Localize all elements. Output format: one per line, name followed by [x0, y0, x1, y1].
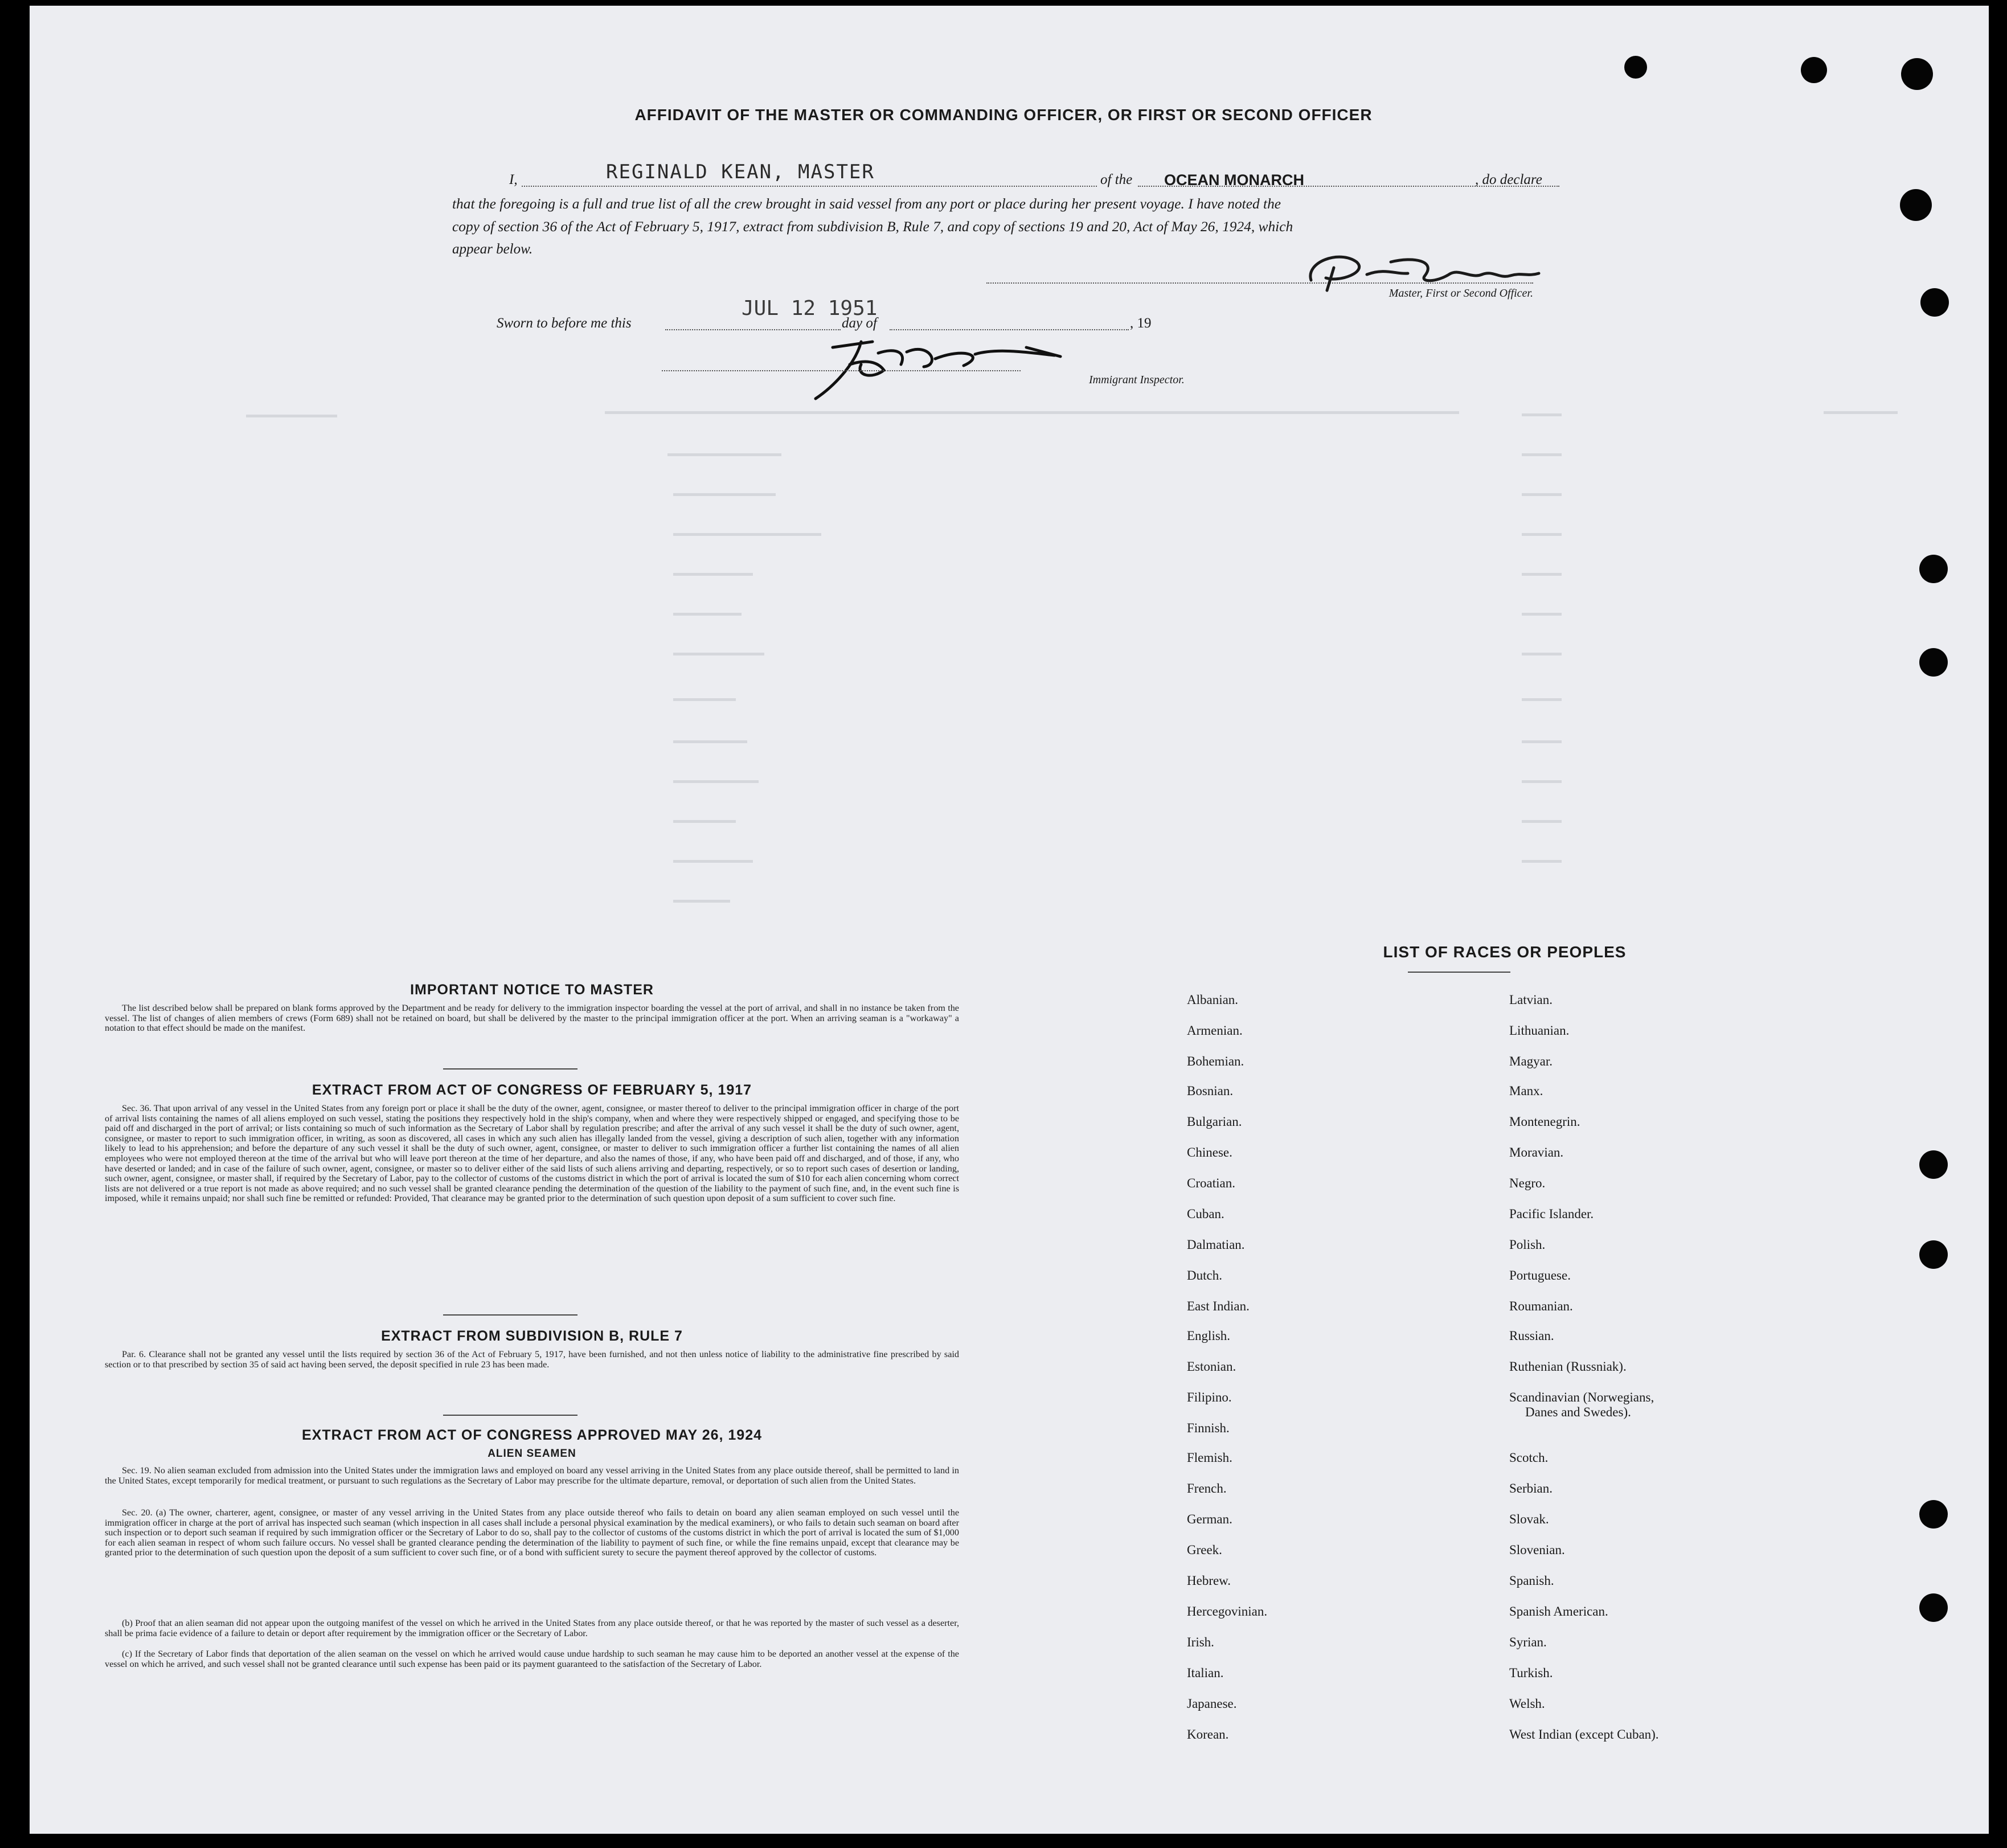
extract-rule7-title: EXTRACT FROM SUBDIVISION B, RULE 7	[381, 1328, 683, 1344]
year-label: , 19	[1130, 315, 1152, 331]
race-item: Spanish American.	[1509, 1604, 1608, 1618]
race-item: Welsh.	[1509, 1697, 1545, 1711]
race-item: Italian.	[1187, 1666, 1224, 1680]
race-item: Dalmatian.	[1187, 1238, 1245, 1252]
extract-1924-title: EXTRACT FROM ACT OF CONGRESS APPROVED MAY 26, 1924	[301, 1427, 763, 1443]
race-item: Syrian.	[1509, 1635, 1547, 1649]
race-item: Bosnian.	[1187, 1084, 1234, 1098]
punch-hole	[1919, 1593, 1948, 1622]
divider	[1408, 972, 1510, 973]
race-item: Magyar.	[1509, 1054, 1553, 1068]
punch-hole	[1919, 555, 1948, 583]
race-item: Flemish.	[1187, 1450, 1232, 1465]
race-item: Slovenian.	[1509, 1543, 1565, 1557]
race-item: Greek.	[1187, 1543, 1222, 1557]
divider	[443, 1068, 577, 1070]
race-item: Irish.	[1187, 1635, 1214, 1649]
race-item: Finnish.	[1187, 1421, 1230, 1435]
extract-1924-sec20c: (c) If the Secretary of Labor finds that deportation of the alien seaman on the vessel on which he arrived would cause undue hardship to such seaman he may cause him to be deported an another vessel at the expense of the vessel on which he arrived, and such vessel shall not be granted clearance until such expense has been paid or its payment guaranteed to the satisfaction of the Secretary of Labor.	[105, 1649, 959, 1669]
race-item: Portuguese.	[1509, 1268, 1571, 1282]
divider	[443, 1415, 577, 1416]
affidavit-declaration-line4: appear below.	[452, 241, 533, 257]
race-item: Filipino.	[1187, 1390, 1232, 1404]
race-item: East Indian.	[1187, 1299, 1250, 1313]
affidavit-declaration-line3: copy of section 36 of the Act of February 5, 1917, extract from subdivision B, Rule 7, and copy of sections 19 and 20, Act of May 26, 1924, which	[452, 219, 1293, 235]
race-item: Estonian.	[1187, 1359, 1236, 1374]
of-the-label: of the	[1100, 172, 1133, 187]
affidavit-declaration-line2: that the foregoing is a full and true list of all the crew brought in said vessel from any port or place during her present voyage. I have noted the	[452, 196, 1281, 212]
race-item: Montenegrin.	[1509, 1114, 1580, 1129]
divider	[443, 1314, 577, 1316]
punch-hole	[1919, 1150, 1948, 1179]
race-item: Roumanian.	[1509, 1299, 1573, 1313]
master-caption: Master, First or Second Officer.	[1388, 287, 1533, 300]
officer-name: REGINALD KEAN, MASTER	[606, 161, 875, 183]
extract-1924-sec20b: (b) Proof that an alien seaman did not appear upon the outgoing manifest of the vessel on which he arrived in the United States from any place outside thereof, or that he was reported by the master of such vessel as a deserter, shall be prima facie evidence of a failure to detain or deport after requirement by the immigration officer or the Secretary of Labor.	[105, 1618, 959, 1638]
race-item: Hebrew.	[1187, 1574, 1231, 1588]
vessel-name: OCEAN MONARCH	[1164, 171, 1304, 189]
race-item: Spanish.	[1509, 1574, 1554, 1588]
affidavit-title: AFFIDAVIT OF THE MASTER OR COMMANDING OFFICER, OR FIRST OR SECOND OFFICER	[634, 106, 1373, 124]
punch-hole	[1901, 58, 1933, 90]
document-page	[30, 6, 1989, 1834]
race-item: Bohemian.	[1187, 1054, 1244, 1068]
i-label: I,	[509, 172, 518, 187]
race-item: Lithuanian.	[1509, 1023, 1570, 1038]
notice-title: IMPORTANT NOTICE TO MASTER	[410, 982, 654, 998]
race-item: Manx.	[1509, 1084, 1543, 1098]
race-item: English.	[1187, 1329, 1231, 1343]
race-item: Albanian.	[1187, 993, 1239, 1007]
race-item: German.	[1187, 1512, 1232, 1526]
sworn-date-stamp: JUL 12 1951	[742, 297, 878, 320]
race-item: Slovak.	[1509, 1512, 1549, 1526]
sworn-label: Sworn to before me this	[497, 315, 632, 331]
day-of-label: day of	[842, 315, 877, 331]
inspector-signature-line	[662, 370, 1021, 371]
race-item: Polish.	[1509, 1238, 1546, 1252]
punch-hole	[1919, 1500, 1948, 1529]
race-item: West Indian (except Cuban).	[1509, 1727, 1659, 1742]
extract-1924-sec19: Sec. 19. No alien seaman excluded from admission into the United States under the immigration laws and employed on board any vessel arriving in the United States from any place outside thereof, shall be permitted to land in the United States, except temporarily for medical treatment, or pursuant to such regulations as the Secretary of Labor may prescribe for the ultimate departure, removal, or deportation of such alien from the United States.	[105, 1465, 959, 1486]
race-item: Danes and Swedes).	[1525, 1405, 1631, 1419]
inspector-caption: Immigrant Inspector.	[1089, 374, 1185, 386]
extract-1917-title: EXTRACT FROM ACT OF CONGRESS OF FEBRUARY 5, 1917	[312, 1082, 752, 1098]
extract-1924-subtitle: ALIEN SEAMEN	[488, 1448, 576, 1460]
inspector-signature	[793, 325, 1100, 410]
punch-hole	[1900, 189, 1932, 221]
punch-hole	[1801, 57, 1827, 83]
race-item: Korean.	[1187, 1727, 1229, 1742]
race-item: Moravian.	[1509, 1145, 1564, 1159]
races-title: LIST OF RACES OR PEOPLES	[1383, 943, 1627, 961]
race-item: Dutch.	[1187, 1268, 1222, 1282]
race-item: Ruthenian (Russniak).	[1509, 1359, 1627, 1374]
punch-hole	[1624, 56, 1647, 79]
punch-hole	[1920, 288, 1949, 317]
race-item: Cuban.	[1187, 1207, 1224, 1221]
extract-rule7-body: Par. 6. Clearance shall not be granted any vessel until the lists required by section 36 of the Act of February 5, 1917, have been furnished, and not then unless notice of liability to the administrative fine prescribed by said section or to that prescribed by section 35 of said act having been served, the deposit specified in rule 23 has been made.	[105, 1349, 959, 1370]
extract-1917-body: Sec. 36. That upon arrival of any vessel in the United States from any foreign port or place it shall be the duty of the owner, agent, consignee, or master thereof to deliver to the principal immigration officer in charge of the port of arrival lists containing the names of all aliens employed on such vessel, stating the positions they respectively hold in the ship's company, when and where they were respectively shipped or engaged, and specifying those to be paid off and discharged in the port of arrival; or lists containing so much of such information as the Secretary of Labor shall by regulation prescribe; and after the arrival of any such vessel it shall be the duty of such owner, agent, consignee, or master to report to such immigration officer, in writing, as soon as discovered, all cases in which any such alien has illegally landed from the vessel, giving a description of such alien, together with any information likely to lead to his apprehension; and before the departure of any such vessel it shall be the duty of such owner, agent, consignee, or master to deliver to such immigration officer a further list containing the names of all alien employees who were not employed thereon at the time of the arrival but who will leave port thereon at the time of her departure, and also the names of those, if any, who have been paid off and discharged, and of those, if any, who have deserted or landed; and in case of the failure of such owner, agent, consignee, or master so to deliver either of the said lists of such aliens arriving and departing, respectively, or so to report such cases of desertion or landing, such owner, agent, consignee, or master shall, if required by the Secretary of Labor, pay to the collector of customs of the customs district in which the port of arrival is located the sum of $10 for each alien concerning whom correct lists are not delivered or a true report is not made as above required; and no such vessel shall be granted clearance pending the determination of the question of the liability to the payment of such fine, and, in the event such fine is imposed, while it remains unpaid; nor shall such fine be remitted or refunded: Provided, That clearance may be granted prior to the determination of such question upon deposit of a sum sufficient to cover such fine.	[105, 1103, 959, 1204]
do-declare-label: , do declare	[1475, 172, 1542, 187]
race-item: Scandinavian (Norwegians,	[1509, 1390, 1654, 1404]
race-item: Russian.	[1509, 1329, 1554, 1343]
race-item: Latvian.	[1509, 993, 1553, 1007]
race-item: Bulgarian.	[1187, 1114, 1242, 1129]
punch-hole	[1919, 648, 1948, 677]
race-item: Serbian.	[1509, 1481, 1553, 1495]
race-item: Japanese.	[1187, 1697, 1237, 1711]
race-item: Pacific Islander.	[1509, 1207, 1594, 1221]
race-item: Hercegovinian.	[1187, 1604, 1268, 1618]
race-item: Armenian.	[1187, 1023, 1243, 1038]
race-item: Scotch.	[1509, 1450, 1549, 1465]
race-item: Chinese.	[1187, 1145, 1232, 1159]
notice-body: The list described below shall be prepared on blank forms approved by the Department and be ready for delivery to the immigration inspector boarding the vessel at the port of arrival, and shall in no instance be taken from the vessel. The list of changes of alien members of crews (Form 689) shall not be retained on board, but shall be delivered by the master to the principal immigration officer at the port. When an arriving seaman is a "workaway" a notation to that effect should be made on the manifest.	[105, 1003, 959, 1034]
punch-hole	[1919, 1240, 1948, 1269]
race-item: French.	[1187, 1481, 1227, 1495]
race-item: Turkish.	[1509, 1666, 1553, 1680]
race-item: Croatian.	[1187, 1176, 1235, 1190]
extract-1924-sec20a: Sec. 20. (a) The owner, charterer, agent, consignee, or master of any vessel arriving in the United States from any place outside thereof who fails to detain on board any alien seaman employed on such vessel until the immigration officer in charge at the port of arrival has inspected such seaman (which inspection in all cases shall include a personal physical examination by the medical examiners), or who fails to detain such seaman on board after such inspection or to deport such seaman if required by such immigration officer or the Secretary of Labor to do so, shall pay to the collector of customs of the customs district in which the port of arrival is located the sum of $1,000 for each alien seaman in respect of whom such failure occurs. No vessel shall be granted clearance pending the determination of the liability to payment of such fine, or while the fine remains unpaid, except that clearance may be granted prior to the determination of such question upon the deposit of a sum sufficient to cover such fine, or of a bond with sufficient surety to secure the payment thereof approved by the collector of customs.	[105, 1507, 959, 1558]
race-item: Negro.	[1509, 1176, 1546, 1190]
